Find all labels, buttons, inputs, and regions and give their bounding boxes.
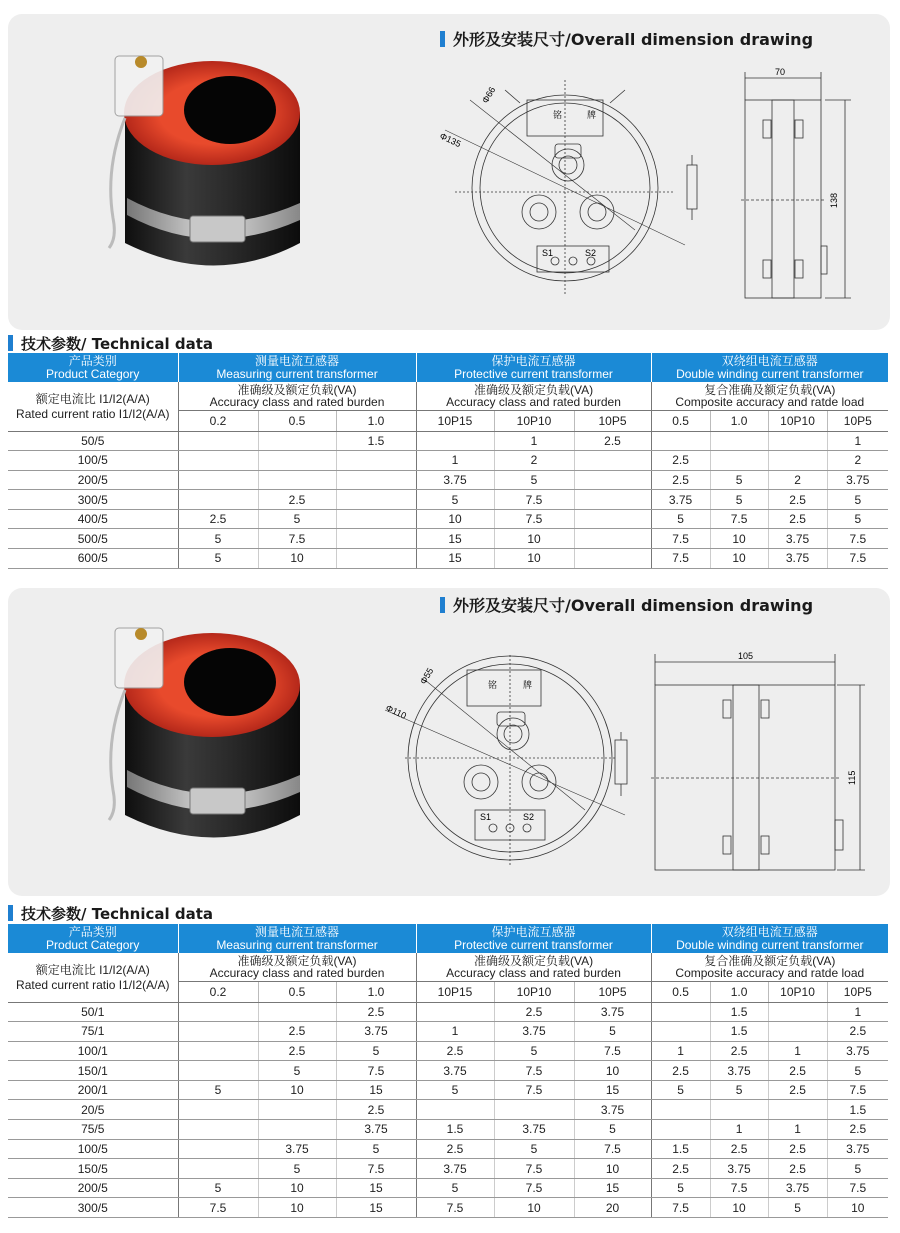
value-cell: 1.5	[651, 1139, 710, 1159]
table-row	[8, 1159, 888, 1179]
value-cell: 1	[416, 451, 494, 471]
value-cell: 2	[494, 451, 574, 471]
table-row	[8, 1080, 888, 1100]
value-cell: 15	[416, 529, 494, 549]
value-cell: 20	[574, 1198, 651, 1218]
value-cell: 1.5	[416, 1120, 494, 1140]
value-cell: 10	[416, 509, 494, 529]
value-cell	[494, 1100, 574, 1120]
value-cell: 2.5	[651, 1159, 710, 1179]
value-cell: 10	[494, 529, 574, 549]
value-cell: 5	[258, 1159, 336, 1179]
value-cell: 2.5	[651, 451, 710, 471]
value-cell: 7.5	[336, 1159, 416, 1179]
subgroup-header-protective: 准确级及额定负载(VA) Accuracy class and rated burden	[416, 953, 651, 981]
phi-outer-label: Φ135	[438, 130, 463, 150]
product-photo-1	[95, 38, 315, 286]
value-cell: 3.75	[768, 549, 827, 569]
value-cell: 2.5	[710, 1139, 768, 1159]
column-header: 10P5	[827, 410, 888, 431]
value-cell: 5	[178, 529, 258, 549]
table-row	[8, 1022, 888, 1042]
value-cell: 2.5	[336, 1002, 416, 1022]
subgroup-header-protective: 准确级及额定负载(VA) Accuracy class and rated burden	[416, 382, 651, 410]
value-cell: 3.75	[416, 470, 494, 490]
column-header: 10P5	[574, 410, 651, 431]
value-cell: 7.5	[494, 1061, 574, 1081]
column-header: 1.0	[336, 981, 416, 1002]
column-header: 10P10	[494, 410, 574, 431]
table-row	[8, 1061, 888, 1081]
value-cell: 5	[651, 509, 710, 529]
value-cell: 1.5	[336, 431, 416, 451]
value-cell: 2.5	[768, 1080, 827, 1100]
ratio-cell: 200/1	[8, 1080, 178, 1100]
technical-data-table-1	[8, 353, 888, 569]
value-cell: 10	[574, 1061, 651, 1081]
value-cell: 3.75	[494, 1120, 574, 1140]
value-cell: 10	[827, 1198, 888, 1218]
value-cell: 1	[768, 1120, 827, 1140]
column-header: 0.5	[651, 410, 710, 431]
value-cell: 1	[827, 1002, 888, 1022]
value-cell	[258, 1100, 336, 1120]
value-cell	[574, 549, 651, 569]
value-cell: 2.5	[768, 1139, 827, 1159]
terminal-s1: S1	[542, 248, 554, 258]
value-cell: 10	[494, 549, 574, 569]
table-row	[8, 509, 888, 529]
value-cell: 5	[710, 470, 768, 490]
value-cell: 7.5	[651, 1198, 710, 1218]
ratio-cell: 20/5	[8, 1100, 178, 1120]
column-header: 10P15	[416, 981, 494, 1002]
ratio-cell: 200/5	[8, 1178, 178, 1198]
subgroup-header-measuring: 准确级及额定负载(VA) Accuracy class and rated burden	[178, 382, 416, 410]
value-cell: 2.5	[494, 1002, 574, 1022]
dimension-drawing-1	[425, 60, 885, 320]
plate-char-1: 铭	[553, 110, 563, 120]
value-cell	[258, 1002, 336, 1022]
value-cell	[178, 451, 258, 471]
value-cell	[574, 529, 651, 549]
phi-inner-label: Φ66	[480, 85, 498, 105]
value-cell: 2.5	[416, 1139, 494, 1159]
value-cell: 10	[258, 1178, 336, 1198]
dimension-drawing-2	[365, 640, 885, 880]
height-label: 138	[829, 192, 839, 208]
value-cell	[178, 1159, 258, 1179]
value-cell: 2.5	[574, 431, 651, 451]
value-cell	[178, 1022, 258, 1042]
value-cell	[416, 431, 494, 451]
value-cell: 2	[768, 470, 827, 490]
value-cell: 7.5	[494, 490, 574, 510]
value-cell: 7.5	[494, 1080, 574, 1100]
value-cell: 10	[710, 529, 768, 549]
value-cell: 7.5	[494, 1159, 574, 1179]
value-cell: 7.5	[651, 529, 710, 549]
value-cell: 2.5	[768, 1159, 827, 1179]
value-cell: 5	[710, 1080, 768, 1100]
ratio-cell: 50/5	[8, 431, 178, 451]
value-cell	[178, 1002, 258, 1022]
value-cell: 3.75	[258, 1139, 336, 1159]
value-cell	[651, 1002, 710, 1022]
value-cell: 3.75	[768, 1178, 827, 1198]
value-cell: 7.5	[710, 509, 768, 529]
value-cell: 2.5	[710, 1041, 768, 1061]
group-header-protective: 保护电流互感器 Protective current transformer	[416, 924, 651, 953]
column-header: 0.5	[258, 981, 336, 1002]
value-cell: 7.5	[336, 1061, 416, 1081]
value-cell: 2.5	[258, 1041, 336, 1061]
value-cell: 5	[336, 1041, 416, 1061]
ratio-cell: 50/1	[8, 1002, 178, 1022]
value-cell: 1.5	[710, 1002, 768, 1022]
value-cell: 3.75	[574, 1100, 651, 1120]
value-cell: 2	[827, 451, 888, 471]
value-cell: 7.5	[574, 1139, 651, 1159]
value-cell	[336, 549, 416, 569]
group-header-protective: 保护电流互感器 Protective current transformer	[416, 353, 651, 382]
value-cell	[768, 1022, 827, 1042]
value-cell: 1	[710, 1120, 768, 1140]
value-cell: 7.5	[651, 549, 710, 569]
table-row	[8, 1139, 888, 1159]
value-cell	[651, 1120, 710, 1140]
table-row	[8, 1178, 888, 1198]
value-cell: 3.75	[494, 1022, 574, 1042]
value-cell	[336, 451, 416, 471]
table-row	[8, 431, 888, 451]
ratio-cell: 400/5	[8, 509, 178, 529]
value-cell	[768, 1100, 827, 1120]
value-cell	[258, 470, 336, 490]
value-cell: 5	[827, 1061, 888, 1081]
value-cell: 2.5	[827, 1120, 888, 1140]
value-cell: 5	[574, 1022, 651, 1042]
value-cell: 1.5	[827, 1100, 888, 1120]
table-row	[8, 529, 888, 549]
value-cell	[651, 431, 710, 451]
column-header: 0.2	[178, 981, 258, 1002]
column-header: 0.2	[178, 410, 258, 431]
value-cell	[710, 1100, 768, 1120]
value-cell: 2.5	[651, 470, 710, 490]
value-cell: 3.75	[416, 1061, 494, 1081]
tech-title-2: 技术参数/ Technical data	[8, 903, 213, 924]
plate-char-1: 铭	[488, 680, 498, 690]
value-cell: 10	[710, 549, 768, 569]
value-cell: 2.5	[768, 1061, 827, 1081]
value-cell	[178, 1100, 258, 1120]
value-cell: 3.75	[827, 1139, 888, 1159]
value-cell: 7.5	[258, 529, 336, 549]
value-cell: 2.5	[258, 1022, 336, 1042]
value-cell: 3.75	[651, 490, 710, 510]
terminal-s1: S1	[480, 812, 492, 822]
value-cell: 10	[258, 549, 336, 569]
phi-inner-label: Φ55	[418, 666, 436, 686]
value-cell: 10	[258, 1080, 336, 1100]
tech-title-1: 技术参数/ Technical data	[8, 333, 213, 354]
value-cell	[710, 451, 768, 471]
value-cell: 7.5	[827, 1080, 888, 1100]
column-header: 10P5	[574, 981, 651, 1002]
value-cell: 5	[494, 470, 574, 490]
category-header: 产品类别 Product Category	[8, 353, 178, 382]
column-header: 10P15	[416, 410, 494, 431]
dimension-title-1: 外形及安装尺寸/Overall dimension drawing	[440, 27, 813, 50]
width-label: 105	[738, 651, 754, 661]
value-cell: 7.5	[494, 1178, 574, 1198]
terminal-s2: S2	[585, 248, 597, 258]
value-cell	[178, 431, 258, 451]
value-cell: 5	[178, 549, 258, 569]
value-cell: 3.75	[768, 529, 827, 549]
product-photo-2	[95, 610, 315, 858]
value-cell: 7.5	[494, 509, 574, 529]
value-cell	[178, 490, 258, 510]
technical-data-table-2	[8, 924, 888, 1218]
value-cell: 15	[574, 1080, 651, 1100]
value-cell: 5	[258, 1061, 336, 1081]
value-cell	[336, 529, 416, 549]
column-header: 1.0	[710, 410, 768, 431]
value-cell: 5	[416, 1080, 494, 1100]
subgroup-header-double: 复合准确及额定负载(VA) Composite accuracy and ratde load	[651, 953, 888, 981]
value-cell: 2.5	[827, 1022, 888, 1042]
table-row	[8, 1041, 888, 1061]
value-cell: 15	[336, 1080, 416, 1100]
table-row	[8, 1120, 888, 1140]
group-header-measuring: 测量电流互感器 Measuring current transformer	[178, 924, 416, 953]
value-cell: 5	[651, 1080, 710, 1100]
value-cell	[336, 490, 416, 510]
value-cell	[651, 1100, 710, 1120]
value-cell: 3.75	[827, 470, 888, 490]
value-cell: 2.5	[768, 490, 827, 510]
table-row	[8, 490, 888, 510]
value-cell: 5	[258, 509, 336, 529]
value-cell: 10	[494, 1198, 574, 1218]
value-cell	[416, 1100, 494, 1120]
value-cell: 7.5	[827, 549, 888, 569]
value-cell: 5	[178, 1178, 258, 1198]
value-cell	[258, 1120, 336, 1140]
table-row	[8, 470, 888, 490]
value-cell	[768, 451, 827, 471]
value-cell: 1.5	[710, 1022, 768, 1042]
column-header: 10P10	[768, 981, 827, 1002]
value-cell: 2.5	[768, 509, 827, 529]
value-cell: 7.5	[416, 1198, 494, 1218]
value-cell	[768, 431, 827, 451]
ratio-cell: 300/5	[8, 490, 178, 510]
value-cell	[574, 490, 651, 510]
column-header: 1.0	[710, 981, 768, 1002]
value-cell: 5	[768, 1198, 827, 1218]
value-cell	[336, 509, 416, 529]
dimension-title-2: 外形及安装尺寸/Overall dimension drawing	[440, 593, 813, 616]
plate-char-2: 牌	[523, 680, 533, 690]
value-cell: 2.5	[178, 509, 258, 529]
value-cell	[768, 1002, 827, 1022]
subgroup-header-measuring: 准确级及额定负载(VA) Accuracy class and rated burden	[178, 953, 416, 981]
value-cell: 1	[827, 431, 888, 451]
value-cell: 5	[827, 1159, 888, 1179]
value-cell: 2.5	[258, 490, 336, 510]
value-cell: 1	[494, 431, 574, 451]
value-cell: 3.75	[416, 1159, 494, 1179]
table-row	[8, 1198, 888, 1218]
value-cell	[258, 431, 336, 451]
phi-outer-label: Φ110	[384, 702, 408, 721]
table-row	[8, 451, 888, 471]
width-label: 70	[775, 67, 786, 77]
ratio-cell: 500/5	[8, 529, 178, 549]
ratio-cell: 100/5	[8, 1139, 178, 1159]
column-header: 1.0	[336, 410, 416, 431]
value-cell	[178, 470, 258, 490]
value-cell	[416, 1002, 494, 1022]
value-cell: 7.5	[574, 1041, 651, 1061]
value-cell: 5	[178, 1080, 258, 1100]
group-header-double: 双绕组电流互感器 Double winding current transformer	[651, 924, 888, 953]
value-cell: 5	[827, 490, 888, 510]
value-cell	[574, 470, 651, 490]
value-cell: 2.5	[416, 1041, 494, 1061]
value-cell: 3.75	[710, 1061, 768, 1081]
value-cell: 15	[336, 1178, 416, 1198]
value-cell: 10	[710, 1198, 768, 1218]
value-cell: 7.5	[827, 1178, 888, 1198]
value-cell: 2.5	[651, 1061, 710, 1081]
height-label: 115	[847, 770, 857, 785]
group-header-measuring: 测量电流互感器 Measuring current transformer	[178, 353, 416, 382]
column-header: 10P10	[768, 410, 827, 431]
column-header: 0.5	[258, 410, 336, 431]
table-row	[8, 549, 888, 569]
terminal-s2: S2	[523, 812, 535, 822]
value-cell: 5	[494, 1041, 574, 1061]
value-cell: 1	[651, 1041, 710, 1061]
value-cell: 5	[494, 1139, 574, 1159]
value-cell: 3.75	[827, 1041, 888, 1061]
value-cell	[336, 470, 416, 490]
value-cell	[651, 1022, 710, 1042]
value-cell: 3.75	[574, 1002, 651, 1022]
value-cell: 15	[574, 1178, 651, 1198]
value-cell	[178, 1139, 258, 1159]
ratio-header: 额定电流比 I1/I2(A/A) Rated current ratio I1/I2(A/A)	[8, 953, 178, 1002]
value-cell	[574, 509, 651, 529]
value-cell: 1	[768, 1041, 827, 1061]
column-header: 10P5	[827, 981, 888, 1002]
value-cell: 3.75	[710, 1159, 768, 1179]
plate-char-2: 牌	[587, 110, 597, 120]
table-row	[8, 1100, 888, 1120]
value-cell: 5	[827, 509, 888, 529]
value-cell: 5	[574, 1120, 651, 1140]
ratio-cell: 200/5	[8, 470, 178, 490]
ratio-cell: 75/5	[8, 1120, 178, 1140]
ratio-header: 额定电流比 I1/I2(A/A) Rated current ratio I1/I2(A/A)	[8, 382, 178, 431]
value-cell	[178, 1120, 258, 1140]
value-cell: 5	[710, 490, 768, 510]
value-cell	[178, 1061, 258, 1081]
value-cell	[258, 451, 336, 471]
ratio-cell: 100/5	[8, 451, 178, 471]
table-row	[8, 1002, 888, 1022]
value-cell: 15	[416, 549, 494, 569]
value-cell: 3.75	[336, 1022, 416, 1042]
ratio-cell: 75/1	[8, 1022, 178, 1042]
value-cell: 15	[336, 1198, 416, 1218]
column-header: 10P10	[494, 981, 574, 1002]
value-cell: 2.5	[336, 1100, 416, 1120]
ratio-cell: 150/5	[8, 1159, 178, 1179]
value-cell: 5	[336, 1139, 416, 1159]
value-cell: 3.75	[336, 1120, 416, 1140]
value-cell: 5	[416, 490, 494, 510]
value-cell: 7.5	[710, 1178, 768, 1198]
value-cell: 5	[416, 1178, 494, 1198]
value-cell: 10	[258, 1198, 336, 1218]
category-header: 产品类别 Product Category	[8, 924, 178, 953]
value-cell	[178, 1041, 258, 1061]
value-cell: 5	[651, 1178, 710, 1198]
ratio-cell: 150/1	[8, 1061, 178, 1081]
ratio-cell: 100/1	[8, 1041, 178, 1061]
value-cell	[710, 431, 768, 451]
column-header: 0.5	[651, 981, 710, 1002]
value-cell	[574, 451, 651, 471]
subgroup-header-double: 复合准确及额定负载(VA) Composite accuracy and ratde load	[651, 382, 888, 410]
value-cell: 7.5	[178, 1198, 258, 1218]
ratio-cell: 600/5	[8, 549, 178, 569]
group-header-double: 双绕组电流互感器 Double winding current transformer	[651, 353, 888, 382]
value-cell: 1	[416, 1022, 494, 1042]
ratio-cell: 300/5	[8, 1198, 178, 1218]
value-cell: 10	[574, 1159, 651, 1179]
value-cell: 7.5	[827, 529, 888, 549]
